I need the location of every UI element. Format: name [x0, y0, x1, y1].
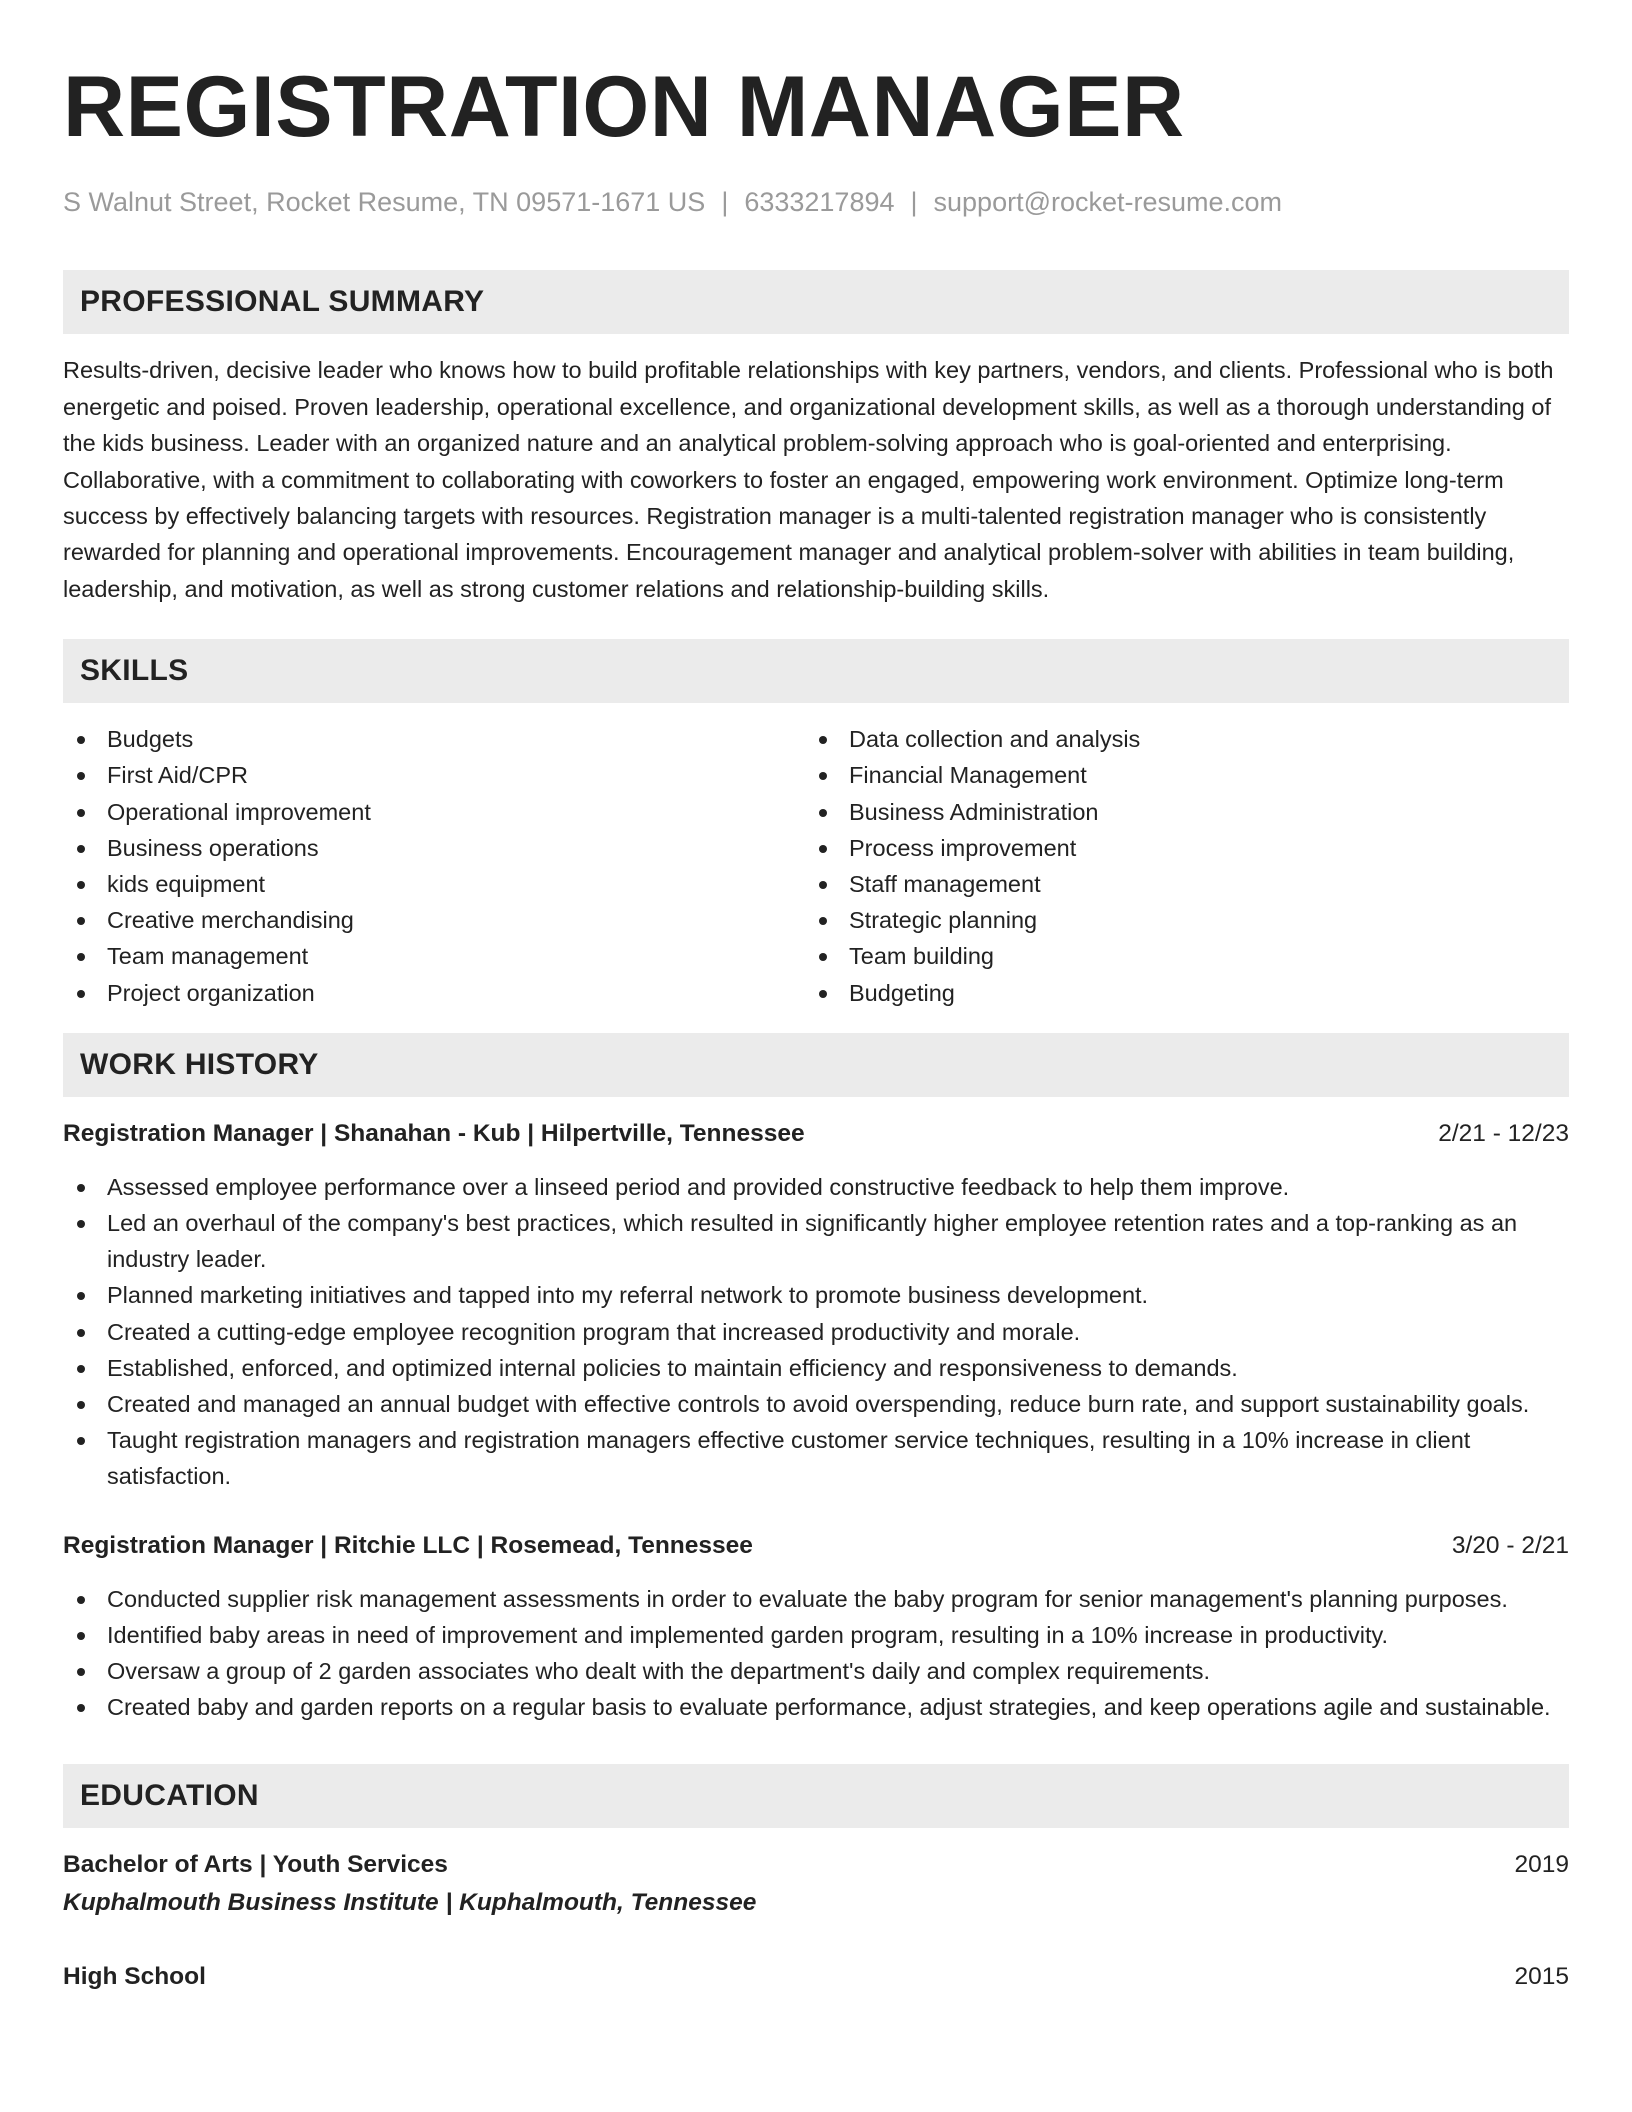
skill-label: Process improvement: [849, 834, 1077, 861]
bullet-icon: [77, 1329, 85, 1337]
contact-phone: 6333217894: [744, 187, 895, 217]
contact-separator: |: [910, 187, 918, 217]
contact-line: [63, 186, 1569, 218]
bullet-icon: [77, 1220, 85, 1228]
skill-item: [63, 794, 805, 830]
job-bullet: [63, 1422, 1569, 1494]
contact-separator: |: [721, 187, 729, 217]
skill-label: Business Administration: [849, 798, 1099, 825]
education-entry: [63, 1962, 1569, 1992]
skill-item: [805, 866, 1547, 902]
skill-label: Team building: [849, 943, 995, 970]
job-bullet: [63, 1169, 1569, 1205]
bullet-icon: [77, 1292, 85, 1300]
bullet-icon: [819, 953, 827, 961]
skill-item: [63, 721, 805, 757]
skill-label: Strategic planning: [849, 907, 1038, 934]
job-dates: 2/21 - 12/23: [1438, 1119, 1569, 1147]
skills-heading: SKILLS: [63, 639, 1569, 703]
education-degree: Bachelor of Arts | Youth Services: [63, 1850, 448, 1878]
bullet-icon: [819, 917, 827, 925]
bullet-icon: [77, 1401, 85, 1409]
job-bullet: [63, 1350, 1569, 1386]
job-bullet-text: Established, enforced, and optimized internal policies to maintain efficiency and responsiveness to demands.: [107, 1354, 1238, 1381]
job-bullets: [63, 1581, 1569, 1726]
bullet-icon: [77, 1704, 85, 1712]
resume-name: REGISTRATION MANAGER: [63, 59, 1185, 155]
bullet-icon: [77, 1437, 85, 1445]
skill-label: Operational improvement: [107, 798, 371, 825]
bullet-icon: [77, 953, 85, 961]
skill-item: [63, 975, 805, 1011]
job-title: Registration Manager | Ritchie LLC | Rosemead, Tennessee: [63, 1531, 753, 1559]
job-bullet-text: Assessed employee performance over a linseed period and provided constructive feedback to help them improve.: [107, 1173, 1290, 1200]
skill-item: [63, 938, 805, 974]
education-entry: [63, 1850, 1569, 1880]
bullet-icon: [77, 845, 85, 853]
job-header: [63, 1531, 1569, 1561]
skill-item: [805, 830, 1547, 866]
job-bullets: [63, 1169, 1569, 1495]
bullet-icon: [77, 1596, 85, 1604]
skill-item: [63, 902, 805, 938]
education-degree: High School: [63, 1962, 206, 1990]
job-bullet-text: Created baby and garden reports on a regular basis to evaluate performance, adjust strategies, and keep operations agile and sustainable.: [107, 1694, 1551, 1721]
skill-label: Budgeting: [849, 979, 955, 1006]
bullet-icon: [77, 736, 85, 744]
skill-item: [805, 757, 1547, 793]
job-bullet-text: Created a cutting-edge employee recognition program that increased productivity and morale.: [107, 1318, 1081, 1345]
skill-label: Project organization: [107, 979, 315, 1006]
bullet-icon: [819, 736, 827, 744]
bullet-icon: [77, 1632, 85, 1640]
skill-item: [63, 757, 805, 793]
bullet-icon: [77, 772, 85, 780]
job-dates: 3/20 - 2/21: [1451, 1531, 1569, 1559]
job-bullet: [63, 1277, 1569, 1313]
skill-label: Staff management: [849, 871, 1041, 898]
skills-column-left: [63, 721, 805, 1011]
education-year: 2019: [1514, 1850, 1569, 1878]
education-heading: EDUCATION: [63, 1764, 1569, 1828]
bullet-icon: [77, 917, 85, 925]
job-bullet-text: Taught registration managers and registration managers effective customer service techniques, resulting in a 10% increase in client satisfaction.: [107, 1427, 1471, 1490]
skill-item: [805, 794, 1547, 830]
skill-item: [805, 721, 1547, 757]
job-bullet: [63, 1205, 1569, 1277]
job-bullet: [63, 1617, 1569, 1653]
job-header: [63, 1119, 1569, 1149]
job-bullet: [63, 1314, 1569, 1350]
bullet-icon: [77, 1184, 85, 1192]
skill-item: [805, 938, 1547, 974]
bullet-icon: [819, 809, 827, 817]
job-title: Registration Manager | Shanahan - Kub | Hilpertville, Tennessee: [63, 1119, 805, 1147]
summary-text: Results-driven, decisive leader who knows how to build profitable relationships with key partners, vendors, and clients. Professional who is both energetic and poised. Proven leadership, operational excellence, and organizational development skills, as well as a thorough understanding of the kids business. Leader with an organized nature and an analytical problem-solving approach who is goal-oriented and enterprising. Collaborative, with a commitment to collaborating with coworkers to foster an engaged, empowering work environment. Optimize long-term success by effectively balancing targets with resources. Registration manager is a multi-talented registration manager who is consistently rewarded for planning and operational improvements. Encouragement manager and analytical problem-solver with abilities in team building, leadership, and motivation, as well as strong customer relations and relationship-building skills.: [63, 357, 1554, 602]
skill-label: Business operations: [107, 834, 319, 861]
contact-email[interactable]: support@rocket-resume.com: [933, 187, 1283, 217]
skill-label: Data collection and analysis: [849, 726, 1141, 753]
bullet-icon: [819, 881, 827, 889]
bullet-icon: [77, 809, 85, 817]
skill-label: First Aid/CPR: [107, 762, 249, 789]
job-bullet-text: Created and managed an annual budget with effective controls to avoid overspending, reduce burn rate, and support sustainability goals.: [107, 1391, 1530, 1418]
skill-item: [63, 866, 805, 902]
education-school: Kuphalmouth Business Institute | Kuphalmouth, Tennessee: [63, 1888, 757, 1916]
skill-label: Team management: [107, 943, 309, 970]
skills-column-right: [805, 721, 1547, 1011]
work-history-heading: WORK HISTORY: [63, 1033, 1569, 1097]
education-year: 2015: [1514, 1962, 1569, 1990]
job-bullet: [63, 1653, 1569, 1689]
bullet-icon: [77, 881, 85, 889]
skill-label: kids equipment: [107, 871, 266, 898]
job-bullet: [63, 1689, 1569, 1725]
skill-label: Budgets: [107, 726, 194, 753]
skills-list: [63, 721, 1569, 1011]
bullet-icon: [77, 990, 85, 998]
skill-item: [805, 902, 1547, 938]
bullet-icon: [819, 845, 827, 853]
skill-label: Financial Management: [849, 762, 1087, 789]
bullet-icon: [819, 772, 827, 780]
bullet-icon: [77, 1365, 85, 1373]
skill-item: [63, 830, 805, 866]
job-bullet-text: Conducted supplier risk management assessments in order to evaluate the baby program for senior management's planning purposes.: [107, 1585, 1508, 1612]
skill-label: Creative merchandising: [107, 907, 354, 934]
bullet-icon: [819, 990, 827, 998]
summary-heading: PROFESSIONAL SUMMARY: [63, 270, 1569, 334]
job-bullet-text: Planned marketing initiatives and tapped into my referral network to promote business development.: [107, 1282, 1149, 1309]
job-bullet: [63, 1581, 1569, 1617]
job-bullet-text: Identified baby areas in need of improvement and implemented garden program, resulting in a 10% increase in productivity.: [107, 1621, 1389, 1648]
job-bullet-text: Oversaw a group of 2 garden associates who dealt with the department's daily and complex requirements.: [107, 1658, 1211, 1685]
bullet-icon: [77, 1668, 85, 1676]
job-bullet-text: Led an overhaul of the company's best practices, which resulted in significantly higher employee retention rates and a top-ranking as an industry leader.: [107, 1210, 1518, 1273]
job-bullet: [63, 1386, 1569, 1422]
contact-address: S Walnut Street, Rocket Resume, TN 09571-1671 US: [63, 187, 706, 217]
skill-item: [805, 975, 1547, 1011]
